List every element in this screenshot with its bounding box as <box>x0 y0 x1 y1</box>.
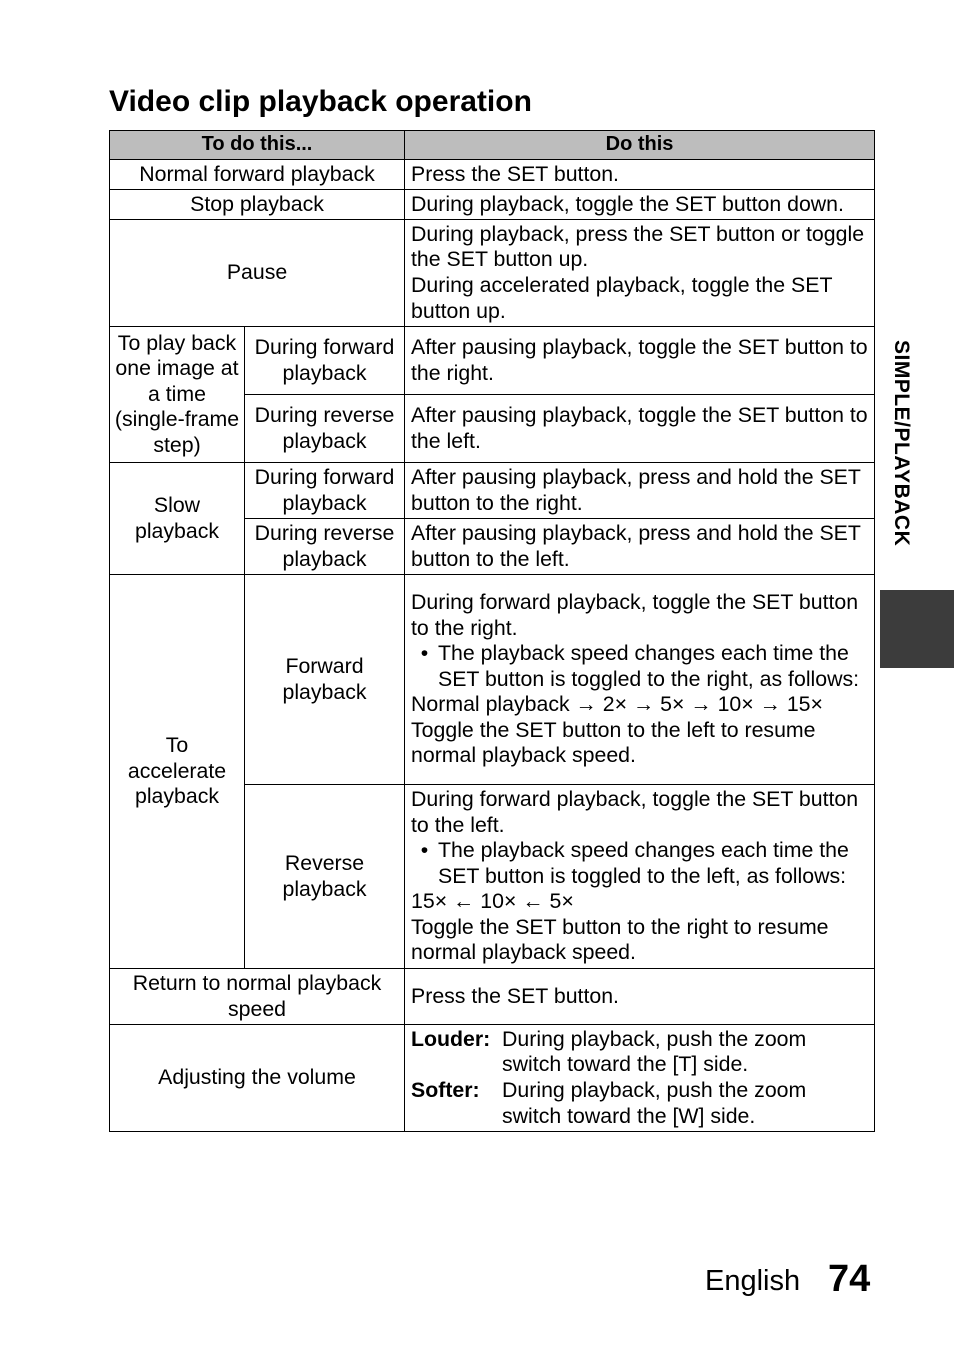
volume-softer-key: Softer: <box>411 1078 480 1102</box>
playback-operations-table <box>109 130 875 1132</box>
accelerate-forward-resume: Toggle the SET button to the left to resume normal playback speed. <box>411 717 816 768</box>
accelerate-forward-bullet-item <box>411 641 868 692</box>
slow-forward-label: During forward playback <box>245 463 405 519</box>
header-do-this: Do this <box>405 131 875 160</box>
volume-softer-item <box>411 1078 868 1129</box>
page-number: 74 <box>828 1258 871 1300</box>
pause-line-2: During accelerated playback, toggle the SET button up. <box>411 273 833 323</box>
action-accelerate: To accelerate playback <box>110 575 245 969</box>
accelerate-reverse-label: Reverse playback <box>245 785 405 969</box>
slow-reverse-instruction: After pausing playback, press and hold the SET button to the left. <box>405 519 875 575</box>
volume-louder-text: During playback, push the zoom switch toward the [T] side. <box>502 1026 807 1077</box>
instruction-stop: During playback, toggle the SET button down. <box>405 190 875 220</box>
accelerate-forward-line-1: During forward playback, toggle the SET button to the right. <box>411 589 859 640</box>
footer-language: English <box>705 1265 801 1297</box>
frame-step-reverse-label: During reverse playback <box>245 395 405 463</box>
slow-forward-instruction: After pausing playback, press and hold the SET button to the right. <box>405 463 875 519</box>
instruction-return-normal: Press the SET button. <box>405 969 875 1025</box>
pause-line-1: During playback, press the SET button or toggle the SET button up. <box>411 221 865 272</box>
accelerate-forward-sequence: Normal playback → 2× → 5× → 10× → 15× <box>411 692 823 717</box>
volume-louder-item <box>411 1027 868 1078</box>
action-slow: Slow playback <box>110 463 245 575</box>
action-pause: Pause <box>110 220 405 327</box>
frame-step-forward-label: During forward playback <box>245 327 405 395</box>
frame-step-forward-instruction: After pausing playback, toggle the SET button to the right. <box>405 327 875 395</box>
action-normal-forward: Normal forward playback <box>110 160 405 190</box>
instruction-volume <box>405 1025 875 1132</box>
action-return-normal: Return to normal playback speed <box>110 969 405 1025</box>
table-row <box>110 327 875 395</box>
accelerate-reverse-bullet-item <box>411 838 868 889</box>
slow-reverse-label: During reverse playback <box>245 519 405 575</box>
action-volume: Adjusting the volume <box>110 1025 405 1132</box>
volume-louder-key: Louder: <box>411 1026 491 1051</box>
accelerate-reverse-sequence: 15× ← 10× ← 5× <box>411 889 574 914</box>
action-stop: Stop playback <box>110 190 405 220</box>
header-to-do-this: To do this... <box>110 131 405 160</box>
table-row <box>110 160 875 190</box>
instruction-pause <box>405 220 875 327</box>
volume-softer-text: During playback, push the zoom switch toward the [W] side. <box>502 1078 807 1128</box>
table-header-row <box>110 131 875 160</box>
section-tab-marker <box>880 590 954 668</box>
frame-step-reverse-instruction: After pausing playback, toggle the SET button to the left. <box>405 395 875 463</box>
accelerate-reverse-line-1: During forward playback, toggle the SET button to the left. <box>411 786 859 837</box>
table-row <box>110 969 875 1025</box>
page-title: Video clip playback operation <box>109 85 532 118</box>
table-row <box>110 1025 875 1132</box>
accelerate-forward-label: Forward playback <box>245 575 405 785</box>
accelerate-reverse-bullet-text: The playback speed changes each time the SET button is toggled to the left, as follows: <box>438 838 849 888</box>
accelerate-reverse-instruction <box>405 785 875 969</box>
bullet-icon: • <box>420 838 429 863</box>
accelerate-forward-bullet-text: The playback speed changes each time the SET button is toggled to the right, as follows: <box>438 641 860 691</box>
instruction-normal-forward: Press the SET button. <box>405 160 875 190</box>
section-side-label: SIMPLE/PLAYBACK <box>890 340 913 547</box>
table-row <box>110 575 875 785</box>
accelerate-forward-instruction <box>405 575 875 785</box>
accelerate-reverse-resume: Toggle the SET button to the right to resume normal playback speed. <box>411 914 829 965</box>
table-row <box>110 190 875 220</box>
table-row <box>110 220 875 327</box>
action-frame-step: To play back one image at a time (single-frame step) <box>110 327 245 463</box>
bullet-icon: • <box>420 641 429 666</box>
table-row <box>110 463 875 519</box>
